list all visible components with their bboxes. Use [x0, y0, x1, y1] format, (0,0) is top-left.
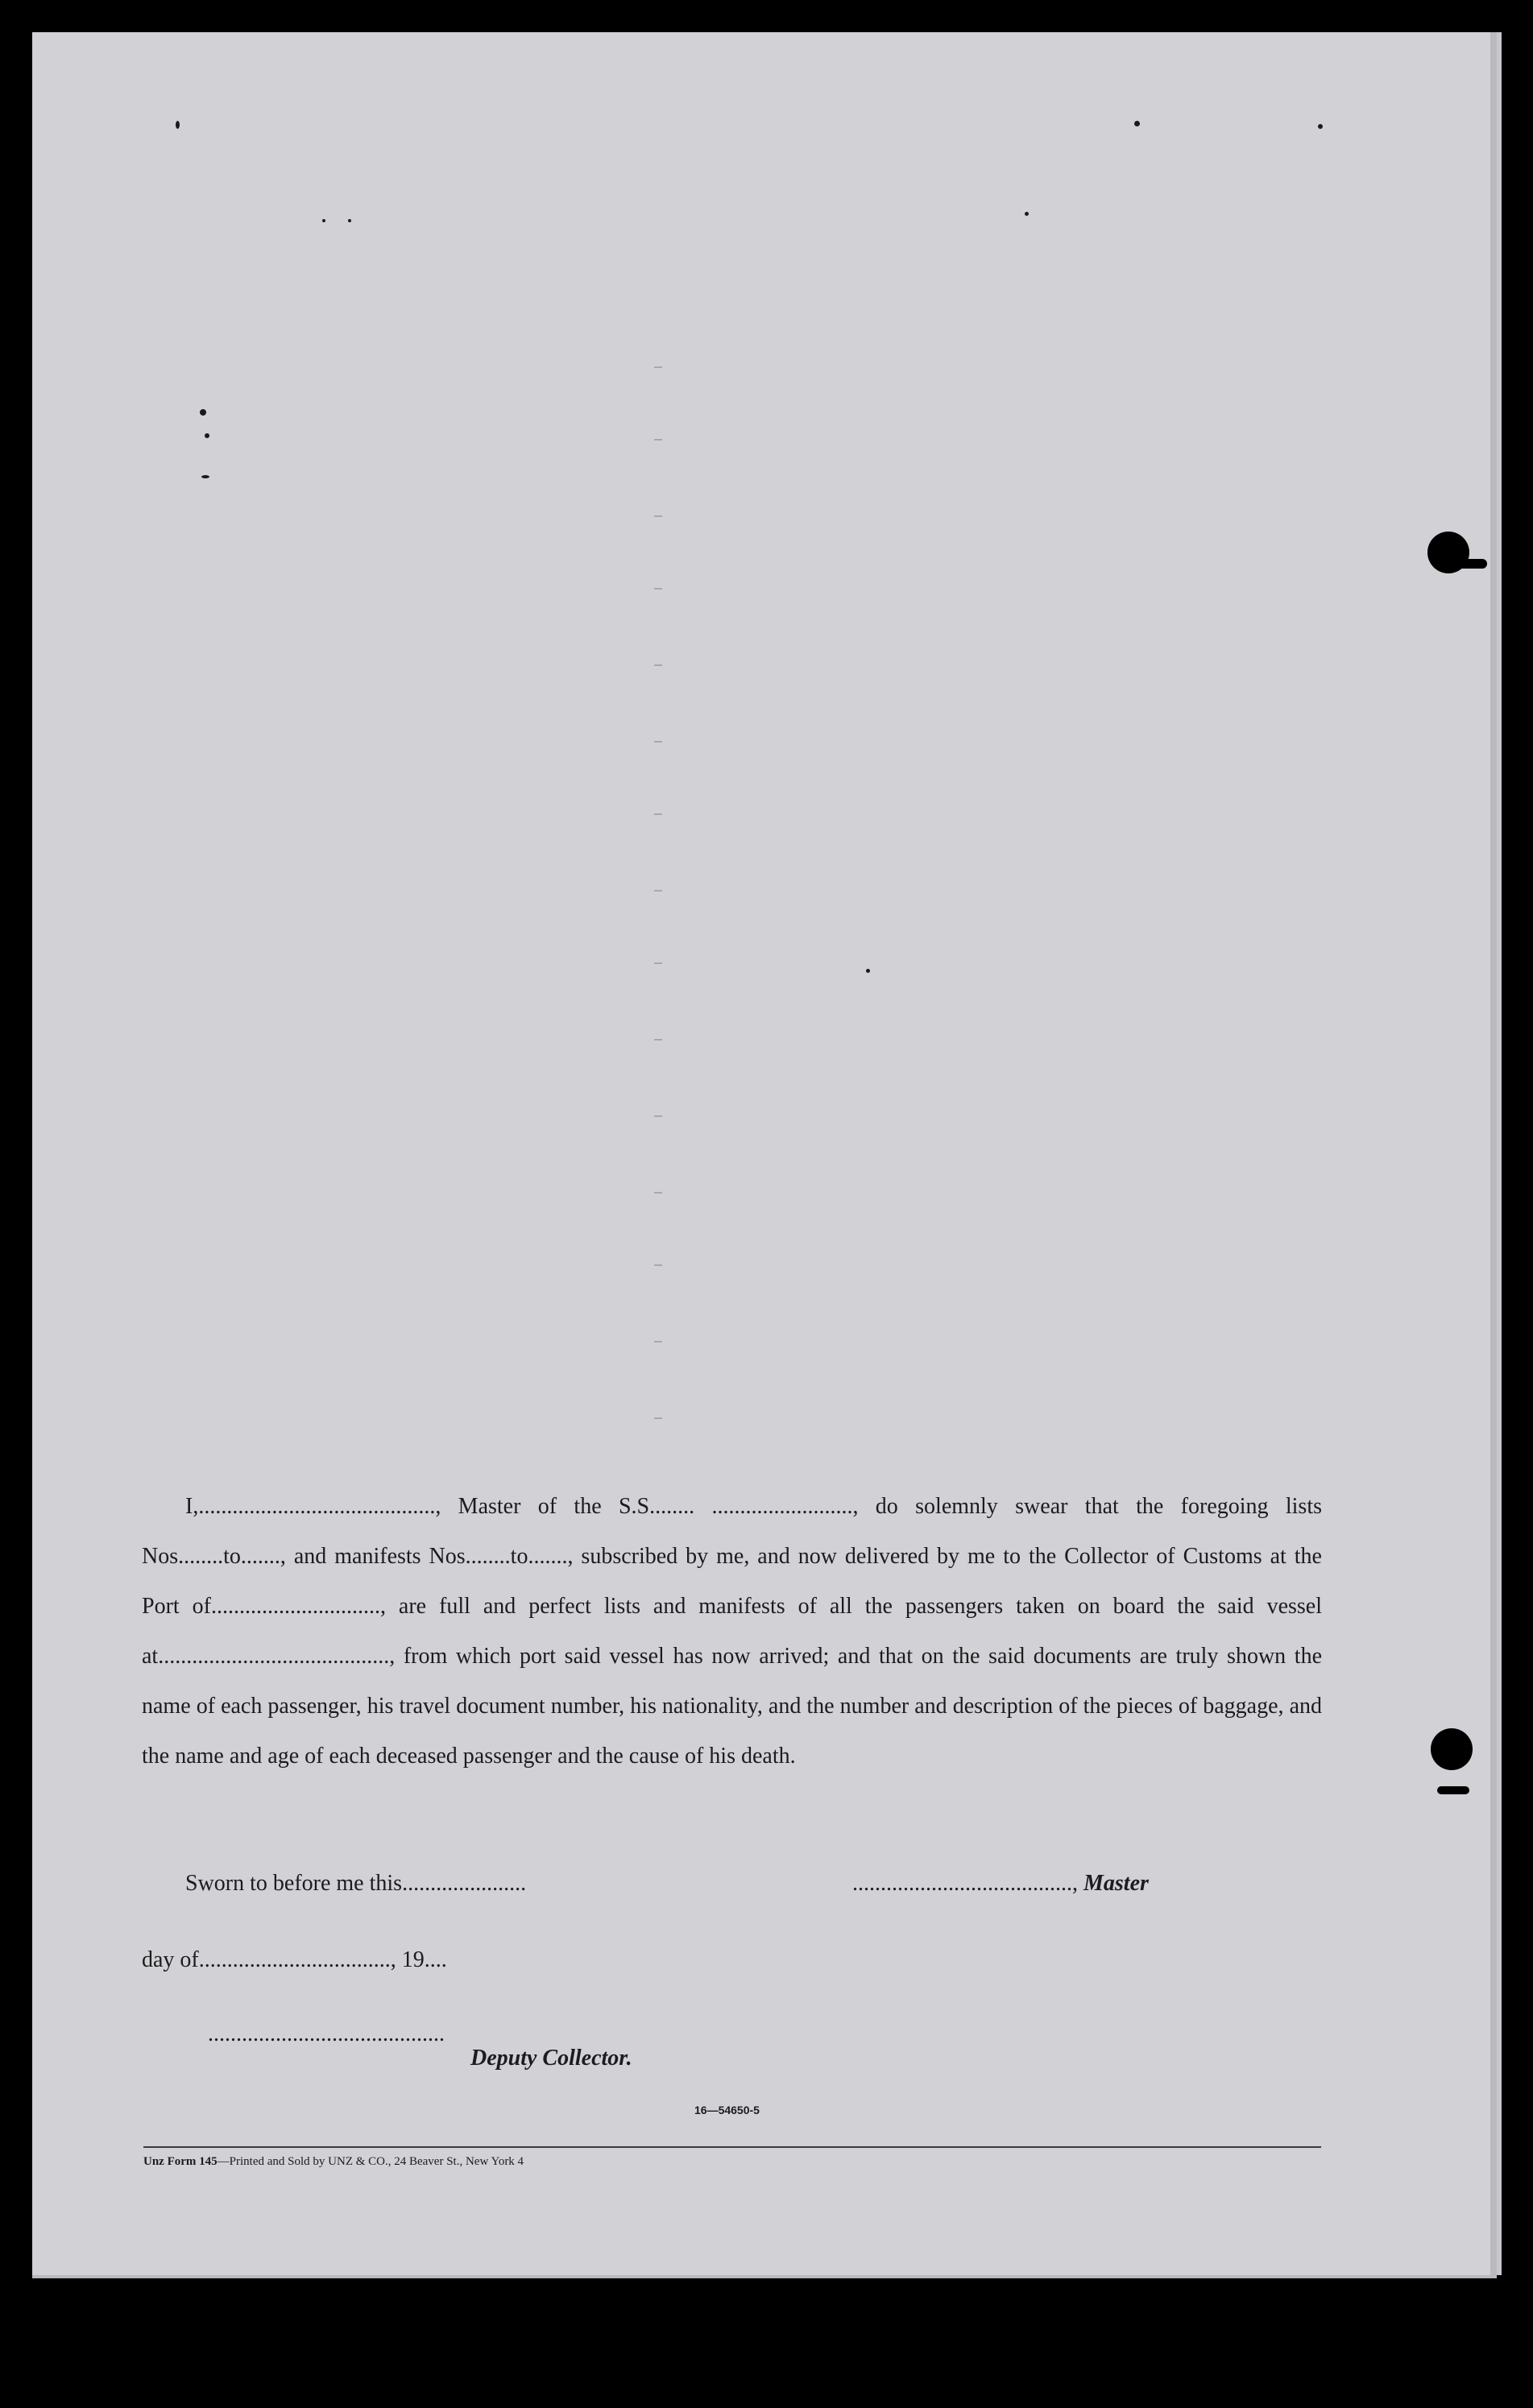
printer-imprint: [143, 2155, 524, 2169]
oath-text: I,.........................................., Master of the S.S........ ........................., do solemnly swear that the foregoing lists Nos........to......., and manifests Nos........to......., subscribed by me, and now delivered by me to the Collector of Customs at the Port of.............................., are full and perfect lists and manifests of all the passengers taken on board the said vessel at........................................., from which port said vessel has now arrived; and that on the said documents are truly shown the name of each passenger, his travel document number, his nationality, and the number and description of the pieces of baggage, and the name and age of each deceased passenger and the cause of his death.: [142, 1494, 1322, 1769]
fold-tick: [654, 439, 662, 441]
fold-tick: [654, 1115, 662, 1117]
deputy-collector-label: Deputy Collector.: [470, 2046, 632, 2071]
day-line: day of.................................., 19....: [142, 1947, 447, 1972]
punch-hole-top-tear: [1458, 559, 1487, 569]
ink-speck: [322, 219, 325, 222]
punch-hole-bottom-tear: [1437, 1786, 1469, 1794]
fold-tick: [654, 1264, 662, 1266]
ink-speck: [200, 409, 206, 416]
document-page: [32, 32, 1497, 2278]
fold-tick: [654, 1039, 662, 1041]
imprint-form-name: Unz Form 145: [143, 2155, 218, 2168]
master-signature-line: [852, 1871, 1149, 1897]
deputy-signature-dots: ..........................................: [208, 2021, 445, 2046]
fold-tick: [654, 741, 662, 743]
fold-tick: [654, 664, 662, 666]
ink-speck: [348, 219, 351, 222]
imprint-text: —Printed and Sold by UNZ & CO., 24 Beaver St., New York 4: [217, 2155, 524, 2168]
ink-speck: [866, 969, 870, 973]
fold-tick: [654, 1341, 662, 1343]
ink-speck: [1318, 124, 1323, 129]
form-number: 16—54650-5: [694, 2104, 760, 2116]
ink-speck: [1134, 121, 1140, 126]
fold-tick: [654, 890, 662, 892]
fold-tick: [654, 515, 662, 517]
footer-rule: [143, 2146, 1321, 2148]
master-signature-dots: .......................................,: [852, 1871, 1078, 1896]
punch-hole-bottom: [1431, 1728, 1473, 1770]
sworn-line: Sworn to before me this......................: [185, 1871, 527, 1896]
fold-tick: [654, 588, 662, 590]
oath-paragraph: [142, 1482, 1322, 1781]
fold-tick: [654, 366, 662, 368]
fold-tick: [654, 813, 662, 815]
fold-tick: [654, 1192, 662, 1194]
ink-speck: [1025, 212, 1029, 216]
fold-tick: [654, 962, 662, 964]
master-label: Master: [1083, 1871, 1149, 1896]
ink-speck: [201, 475, 209, 478]
ink-speck: [205, 433, 209, 438]
ink-speck: [176, 121, 180, 129]
fold-tick: [654, 1417, 662, 1419]
